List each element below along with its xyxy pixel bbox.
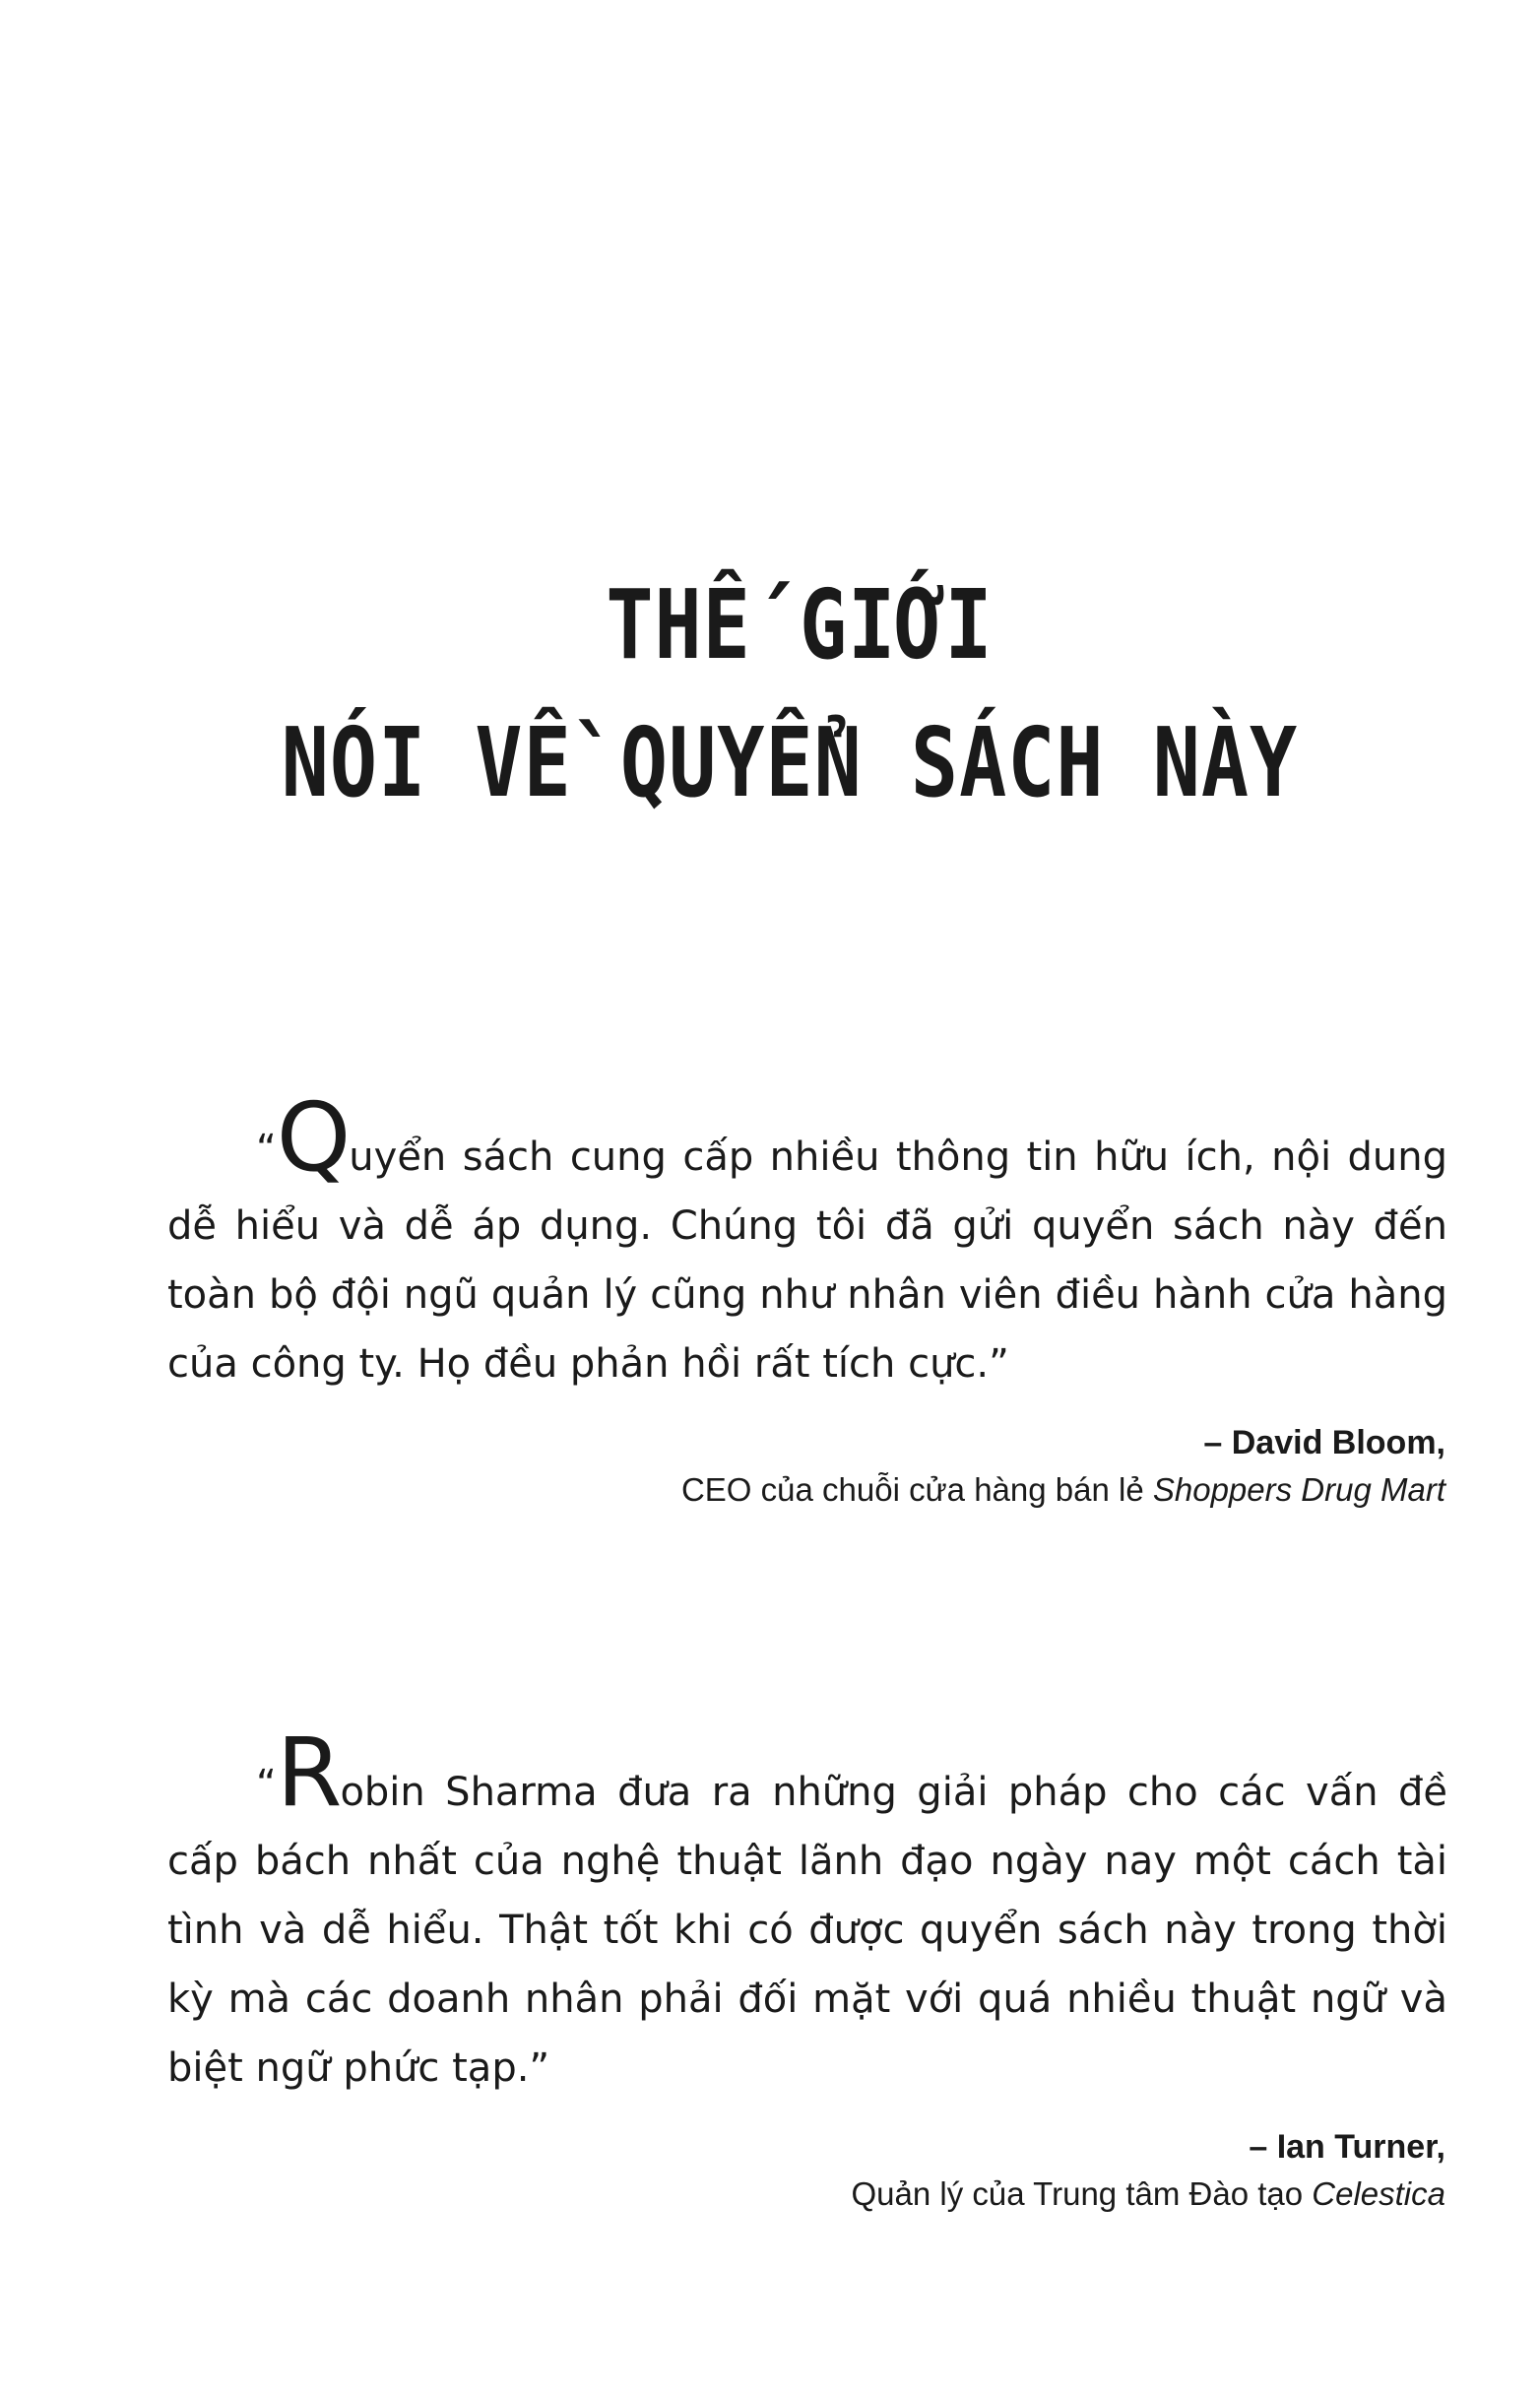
quote-author: – Ian Turner, — [1249, 2128, 1445, 2166]
testimonial-quote — [167, 1718, 1447, 2219]
drop-cap: R — [276, 1718, 341, 1828]
title-line-1: THẾ GIỚI — [606, 568, 994, 681]
role-text: CEO của chuỗi cửa hàng bán lẻ — [680, 1471, 1153, 1508]
quote-text: obin Sharma đưa ra những giải pháp cho các vấn đề cấp bách nhất của nghệ thuật lãnh đạo ngày nay một cách tài tình và dễ hiểu. Thật tốt khi có được quyển sách này trong thời kỳ mà các doanh nhân phải đối mặt với quá nhiều thuật ngữ và biệt ngữ phức tạp.” — [167, 1770, 1447, 2091]
organization-name: Shoppers Drug Mart — [1152, 1471, 1445, 1508]
testimonial-quote — [167, 1082, 1447, 1515]
drop-cap: Q — [276, 1082, 350, 1193]
quote-body — [167, 1718, 1447, 2103]
open-quote-mark: “ — [256, 1762, 277, 1807]
page-title — [0, 556, 1540, 832]
quote-author-role — [167, 2170, 1447, 2219]
quote-author-role — [167, 1465, 1447, 1515]
title-line-2: NÓI VỀ QUYỂN SÁCH NÀY — [281, 706, 1299, 819]
role-text: Quản lý của Trung tâm Đào tạo — [851, 2175, 1313, 2212]
organization-name: Celestica — [1312, 2175, 1445, 2212]
quote-body — [167, 1082, 1447, 1398]
quote-author: – David Bloom, — [1203, 1424, 1445, 1461]
quote-text: uyển sách cung cấp nhiều thông tin hữu ích, nội dung dễ hiểu và dễ áp dụng. Chúng tôi đã gửi quyển sách này đến toàn bộ đội ngũ quản lý cũng như nhân viên điều hành cửa hàng của công ty. Họ đều phản hồi rất tích cực.” — [167, 1135, 1447, 1387]
open-quote-mark: “ — [256, 1127, 277, 1172]
